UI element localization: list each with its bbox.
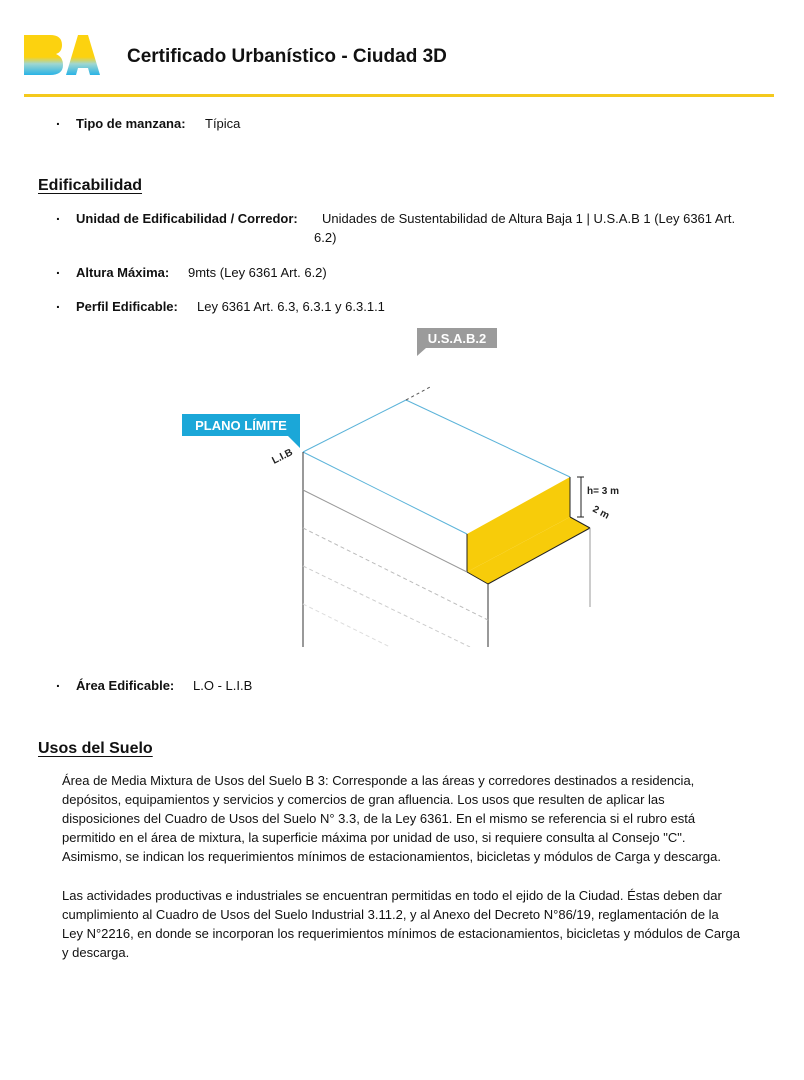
building-edge — [303, 490, 467, 572]
paragraph-line: Las actividades productivas e industriales se encuentran permitidas en todo el ejido de la Ciudad. Éstas deben dar — [62, 888, 722, 903]
floor-line — [303, 566, 470, 647]
bullet: . — [56, 674, 60, 690]
plane-edge — [303, 452, 467, 534]
section-title-usos: Usos del Suelo — [38, 740, 153, 757]
section-title-edificabilidad: Edificabilidad — [38, 177, 143, 194]
bullet: . — [56, 261, 60, 277]
plane-edge — [406, 386, 432, 400]
bullet: . — [56, 207, 60, 223]
page-title: Certificado Urbanístico - Ciudad 3D — [127, 46, 447, 67]
manzana-value: Típica — [205, 116, 241, 131]
floor-line — [303, 604, 390, 647]
altura-label: Altura Máxima: — [76, 265, 170, 280]
usab-tag: U.S.A.B.2 — [427, 331, 487, 346]
paragraph-line: y descarga. — [62, 945, 130, 960]
paragraph-line: depósitos, equipamientos y servicios y comercios de gran afluencia. Los usos que resulten de aplicar las — [62, 792, 665, 807]
plane-edge — [406, 400, 570, 477]
area-label: Área Edificable: — [76, 678, 175, 693]
paragraph-line: disposiciones del Cuadro de Usos del Suelo N° 3.3, de la Ley 6361. En el mismo se referencia si el rubro está — [62, 811, 696, 826]
unidad-label: Unidad de Edificabilidad / Corredor: — [76, 211, 298, 226]
plano-limite-tag: PLANO LÍMITE — [195, 418, 287, 433]
perfil-edificable-diagram — [170, 322, 640, 647]
usab-tag-pointer — [417, 348, 426, 356]
perfil-label: Perfil Edificable: — [76, 299, 178, 314]
usos-paragraph-1 — [62, 771, 768, 866]
header-divider — [24, 94, 774, 97]
unidad-value-line2: 6.2) — [314, 230, 337, 245]
area-value: L.O - L.I.B — [193, 678, 253, 693]
paragraph-line: Ley N°2216, en donde se incorporan los requerimientos mínimos de estacionamientos, bicicletas y módulos de Carga — [62, 926, 740, 941]
height-label: h= 3 m — [587, 486, 619, 497]
unidad-value-line1: Unidades de Sustentabilidad de Altura Baja 1 | U.S.A.B 1 (Ley 6361 Art. — [322, 211, 736, 226]
paragraph-line: cumplimiento al Cuadro de Usos del Suelo Industrial 3.11.2, y al Anexo del Decreto N°86/19, reglamentación de la — [62, 907, 719, 922]
lib-label: L.I.B — [270, 447, 295, 467]
perfil-value: Ley 6361 Art. 6.3, 6.3.1 y 6.3.1.1 — [197, 299, 385, 314]
floor-line — [303, 528, 488, 620]
ba-logo — [22, 33, 100, 77]
manzana-label: Tipo de manzana: — [76, 116, 186, 131]
plano-limite-tag-pointer — [288, 436, 300, 448]
depth-label: 2 m — [590, 503, 611, 522]
bullet: . — [56, 112, 60, 128]
header — [0, 0, 804, 97]
paragraph-line: permitido en el área de mixtura, la superficie máxima por unidad de uso, si requiere consulta al Consejo "C". — [62, 830, 686, 845]
paragraph-line: Asimismo, se indican los requerimientos mínimos de estacionamientos, bicicletas y módulos de Carga y descarga. — [62, 849, 721, 864]
usos-paragraph-2 — [62, 886, 768, 962]
paragraph-line: Área de Media Mixtura de Usos del Suelo B 3: Corresponde a las áreas y corredores destinados a residencia, — [62, 773, 695, 788]
svg-text:BA: BA — [22, 33, 24, 34]
altura-value: 9mts (Ley 6361 Art. 6.2) — [188, 265, 327, 280]
plane-edge — [303, 400, 406, 452]
bullet: . — [56, 295, 60, 311]
